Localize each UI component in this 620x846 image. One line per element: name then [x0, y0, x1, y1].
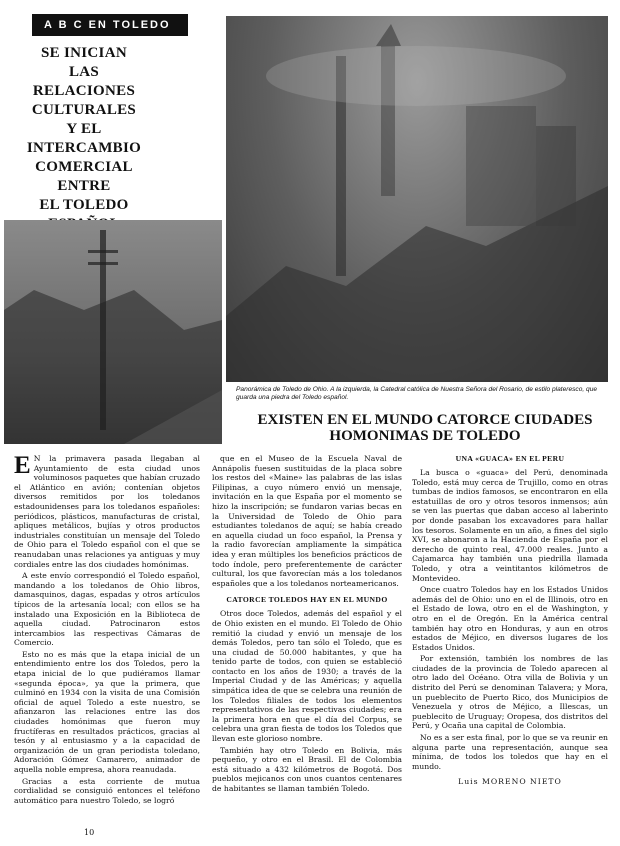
photo-cathedral — [4, 220, 222, 444]
photo-caption: Panorámica de Toledo de Ohio. A la izquierda, la Catedral católica de Nuestra Señora del Rosario, de estilo plateresco, que guarda una piedra del Toledo español. — [236, 386, 598, 402]
article-paragraph: No es a ser esta final, por lo que se va reunir en alguna parte una representación, aunque sea mínima, de todos los toledos que hay en el mundo. — [412, 733, 608, 771]
author-signature: Luis MORENO NIETO — [458, 777, 562, 787]
main-title-line: HOMONIMAS DE TOLEDO — [329, 428, 521, 444]
article-paragraph: También hay otro Toledo en Bolivia, más pequeño, y otro en el Brasil. El de Colombia está situado a 432 kilómetros de Bogotá. Dos pueblos mejicanos con unos cuantos centenares de habitantes se llaman también Toledo. — [212, 745, 402, 793]
article-paragraph: Por extensión, también los nombres de las ciudades de la provincia de Toledo aparecen al otro lado del Océano. Otra villa de Bolivia y un distrito del Perú se denominan Talavera; y Mora, un pueblecito de Puerto Rico, dos Municipios de Venezuela y otros de Méjico, a Illescas, un pueblecito de Uruguay; Oropesa, dos distritos del Perú, y Ocaña una capital de Colombia. — [412, 654, 608, 731]
article-paragraph: Gracias a esta corriente de mutua cordialidad se consiguió entonces el teléfono automático para nuestro Toledo, se logró — [14, 776, 200, 805]
main-title-line: EXISTEN EN EL MUNDO CATORCE CIUDADES — [257, 412, 593, 428]
dropcap: E — [14, 452, 31, 479]
headline-line: Y EL INTERCAMBIO — [26, 121, 142, 156]
article-paragraph: Once cuatro Toledos hay en los Estados Unidos además del de Ohio: uno en el de Illinois, otro en el Estado de Iowa, otro en el de Washington, y otro en el de Oregón. En la América central también hay otro en Honduras, y aun en otros estados de Méjico, en diversos lugares de los Estados Unidos. — [412, 585, 608, 652]
section-tag: A B C EN TOLEDO — [32, 14, 188, 36]
article-paragraph: La busca o «guaca» del Perú, denominada Toledo, está muy cerca de Trujillo, como en otras tumbas de indios famosos, se encontraron en ella estatuillas de oro y otros tesoros inmensos; aún se ven las puertas que daban acceso al laberinto por donde pasaban los excavadores para hallar los tesoros. Solamente en un año, a fines del siglo XVI, se abonaron a la Hacienda de España por el derecho de quinto real, 47.000 reales. Junto a Cajamarca hay también una piedrilla llamada Toledo, y otra a veintitantos kilómetros de Montevideo. — [412, 468, 608, 583]
paragraph-text: N la primavera pasada llegaban al Ayuntamiento de esta ciudad unos voluminosos paquetes que habían cruzado el Atlántico en avión; contenían objetos diversos remitidos por los toledanos estadounidenses para los toledanos españoles: periódicos, plásticos, manufacturas de cristal, apliques metálicos, bujías y otros productos industriales constituían un mensaje del Toledo de Ohio para el Toledo español con el que se reanudaban unas relaciones ya antiguas y muy cordiales entre las dos ciudades homónimas. — [14, 454, 200, 569]
photo-illustration — [4, 220, 222, 444]
headline-line: COMERCIAL ENTRE — [35, 159, 133, 194]
article-paragraph: A este envío correspondió el Toledo español, mandando a los toledanos de Ohio libros, damasquinos, dagas, espadas y otros artículos típicos de la artesanía local; con ellos se ha instalado una Exposición en la Biblioteca de aquella ciudad. Patrocinaron estos intercambios las respectivas Cámaras de Comercio. — [14, 571, 200, 648]
article-paragraph: Esto no es más que la etapa inicial de un entendimiento entre los dos Toledos, pero la etapa inicial de lo que pudiéramos llamar «segunda época», ya que la primera, que culminó en 1934 con la visita de una Comisión oficial de aquel Toledo a este nuestro, se afianzaron las relaciones entre las dos ciudades homónimas que fueron muy fructíferas en resultados prácticos, gracias al tesón y al entusiasmo y a la capacidad de organización de un gran periodista toledano, Adoración Gómez Camarero, animador de aquella noble empresa, ahora reanudada. — [14, 649, 200, 774]
photo-panorama-toledo-ohio — [226, 16, 608, 382]
article-paragraph: que en el Museo de la Escuela Naval de Annápolis fuesen sustituidas de la placa sobre los restos del «Maine» las palabras de las islas Filipinas, a cuyo número envió un mensaje, invitación en la que España por el momento se hizo la inscripción; se fundaron varias becas en la Universidad de Toledo de Ohio para estudiantes toledanos de aquí; se había creado en aquella ciudad un foco español, la Prensa y la radio favorecían ampliamente la simpática idea y eran múltiples los beneficios prácticos de todo índole, pero preferentemente de carácter cultural, los que favorecían más a los toledanos españoles que a los toledanos norteamericanos. — [212, 454, 402, 588]
article-column-3 — [412, 454, 608, 787]
article-column-1 — [14, 454, 200, 807]
article-paragraph — [14, 454, 200, 569]
headline-line: CULTURALES — [31, 102, 137, 118]
headline-line: LAS RELACIONES — [32, 64, 136, 99]
headline — [16, 44, 152, 216]
page-number: 10 — [84, 828, 95, 837]
article-column-2 — [212, 454, 402, 796]
photo-illustration — [226, 16, 608, 382]
headline-line: SE INICIAN — [41, 45, 127, 61]
main-title — [232, 412, 618, 444]
headline-line: EL TOLEDO — [39, 197, 129, 213]
subhead-catorce-toledos: CATORCE TOLEDOS HAY EN EL MUNDO — [226, 595, 388, 605]
subhead-guaca-peru: UNA «GUACA» EN EL PERU — [455, 454, 565, 463]
article-paragraph: Otros doce Toledos, además del español y el de Ohio existen en el mundo. El Toledo de Ohio remitió la ciudad y envió un mensaje de los demás Toledos, pero tan sólo el Toledo, que es una ciudad de 50.000 habitantes, y que ha tenido parte de todos, con quien se estableció contacto en los años de 1930; a través de la Imperial Ciudad y de las Américas; y aquella simpática idea de que se celebra una reunión de los Toledos filiales de todos los elementos representativos de las respectivas ciudades; era la primera hora en que el día del Corpus, se celebra una gran fiesta de todos los Toledos que llevan este glorioso nombre. — [212, 609, 402, 744]
